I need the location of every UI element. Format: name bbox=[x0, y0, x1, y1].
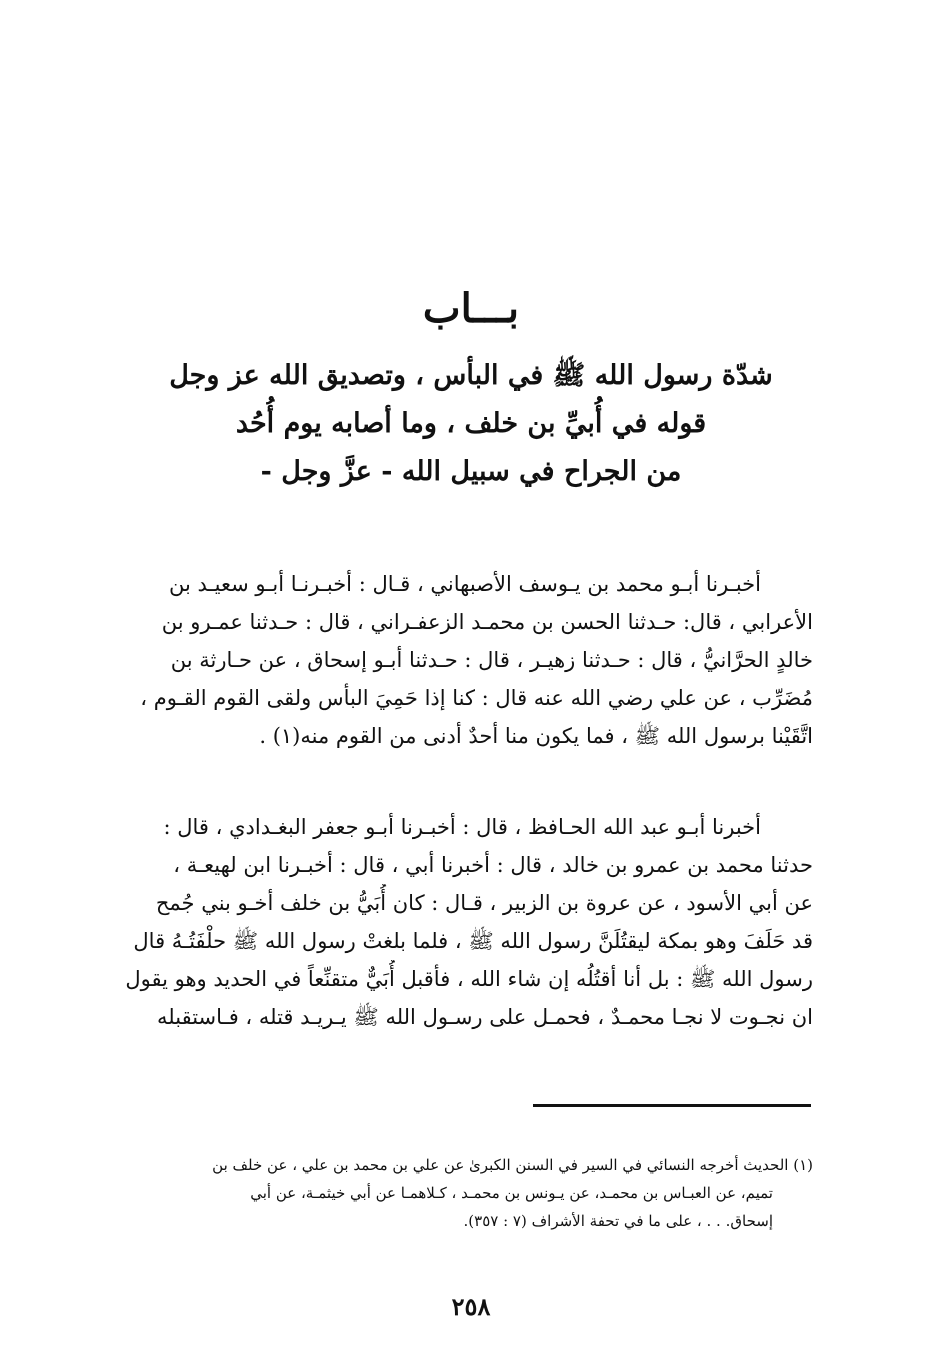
footnote-divider bbox=[533, 1104, 811, 1107]
paragraph-line: قد حَلَفَ وهو بمكة ليقتُلَنَّ رسول الله ﷺ ، فلما بلغتْ رسول الله ﷺ حلْفَتُـهُ قال bbox=[133, 929, 813, 953]
chapter-title-line: شدّة رسول الله ﷺ في البأس ، وتصديق الله عز وجل bbox=[169, 360, 773, 391]
paragraph-line: عن أبي الأسود ، عن عروة بن الزبير ، قـال : كان أُبَيُّ بن خلف أخـو بني جُمح bbox=[155, 891, 813, 915]
body-paragraph-2 bbox=[85, 808, 813, 1036]
page-number: ٢٥٨ bbox=[451, 1292, 491, 1321]
chapter-title-line: من الجراح في سبيل الله - عزَّ وجل - bbox=[260, 456, 682, 487]
footnote-line: إسحاق. . . ، على ما في تحفة الأشراف (٧ : ٣٥٧). bbox=[463, 1212, 773, 1230]
paragraph-line: أخبـرنا أبـو محمد بن يـوسف الأصبهاني ، قـال : أخبـرنـا أبـو سعيـد بن bbox=[168, 572, 761, 596]
paragraph-line: رسول الله ﷺ : بل أنا أقتُلُه إن شاء الله ، فأقبل أُبَيٌّ متقنِّعاً في الحديد وهو يقول bbox=[125, 967, 813, 991]
paragraph-line: ان نجـوت لا نجـا محمـدٌ ، فحمـل على رسـول الله ﷺ يـريـد قتله ، فـاستقبله bbox=[157, 1005, 813, 1029]
chapter-title-line: قوله في أُبيِّ بن خلف ، وما أصابه يوم أُحُد bbox=[235, 408, 707, 439]
chapter-title bbox=[160, 352, 782, 496]
footnote-line: (١) الحديث أخرجه النسائي في السير في السنن الكبرىٰ عن علي بن محمد بن علي ، عن خلف بن bbox=[212, 1156, 813, 1174]
paragraph-line: مُضَرِّب ، عن علي رضي الله عنه قال : كنا إذا حَمِيَ البأس ولقى القوم القـوم ، bbox=[140, 686, 813, 710]
chapter-heading: بـــاب bbox=[422, 285, 520, 332]
footnotes bbox=[85, 1151, 813, 1235]
footnote-line: تميم، عن العبـاس بن محمـد، عن يـونس بن محمـد ، كـلاهمـا عن أبي خيثمـة، عن أبي bbox=[250, 1184, 773, 1202]
paragraph-line: اتَّقَيْنا برسول الله ﷺ ، فما يكون منا أحدٌ أدنى من القوم منه(١) . bbox=[259, 724, 813, 748]
paragraph-line: خالدٍ الحرَّانيُّ ، قال : حـدثنا زهيـر ، قال : حـدثنا أبـو إسحاق ، عن حـارثة بن bbox=[170, 648, 813, 672]
paragraph-line: أخبرنا أبـو عبد الله الحـافظ ، قال : أخبـرنا أبـو جعفر البغـدادي ، قال : bbox=[163, 815, 761, 839]
paragraph-line: حدثنا محمد بن عمرو بن خالد ، قال : أخبرنا أبي ، قال : أخبـرنا ابن لهيعـة ، bbox=[173, 853, 813, 877]
paragraph-line: الأعرابي ، قال: حـدثنا الحسن بن محمـد الزعفـراني ، قال : حـدثنا عمـرو بن bbox=[161, 610, 813, 634]
body-paragraph-1 bbox=[85, 565, 813, 755]
